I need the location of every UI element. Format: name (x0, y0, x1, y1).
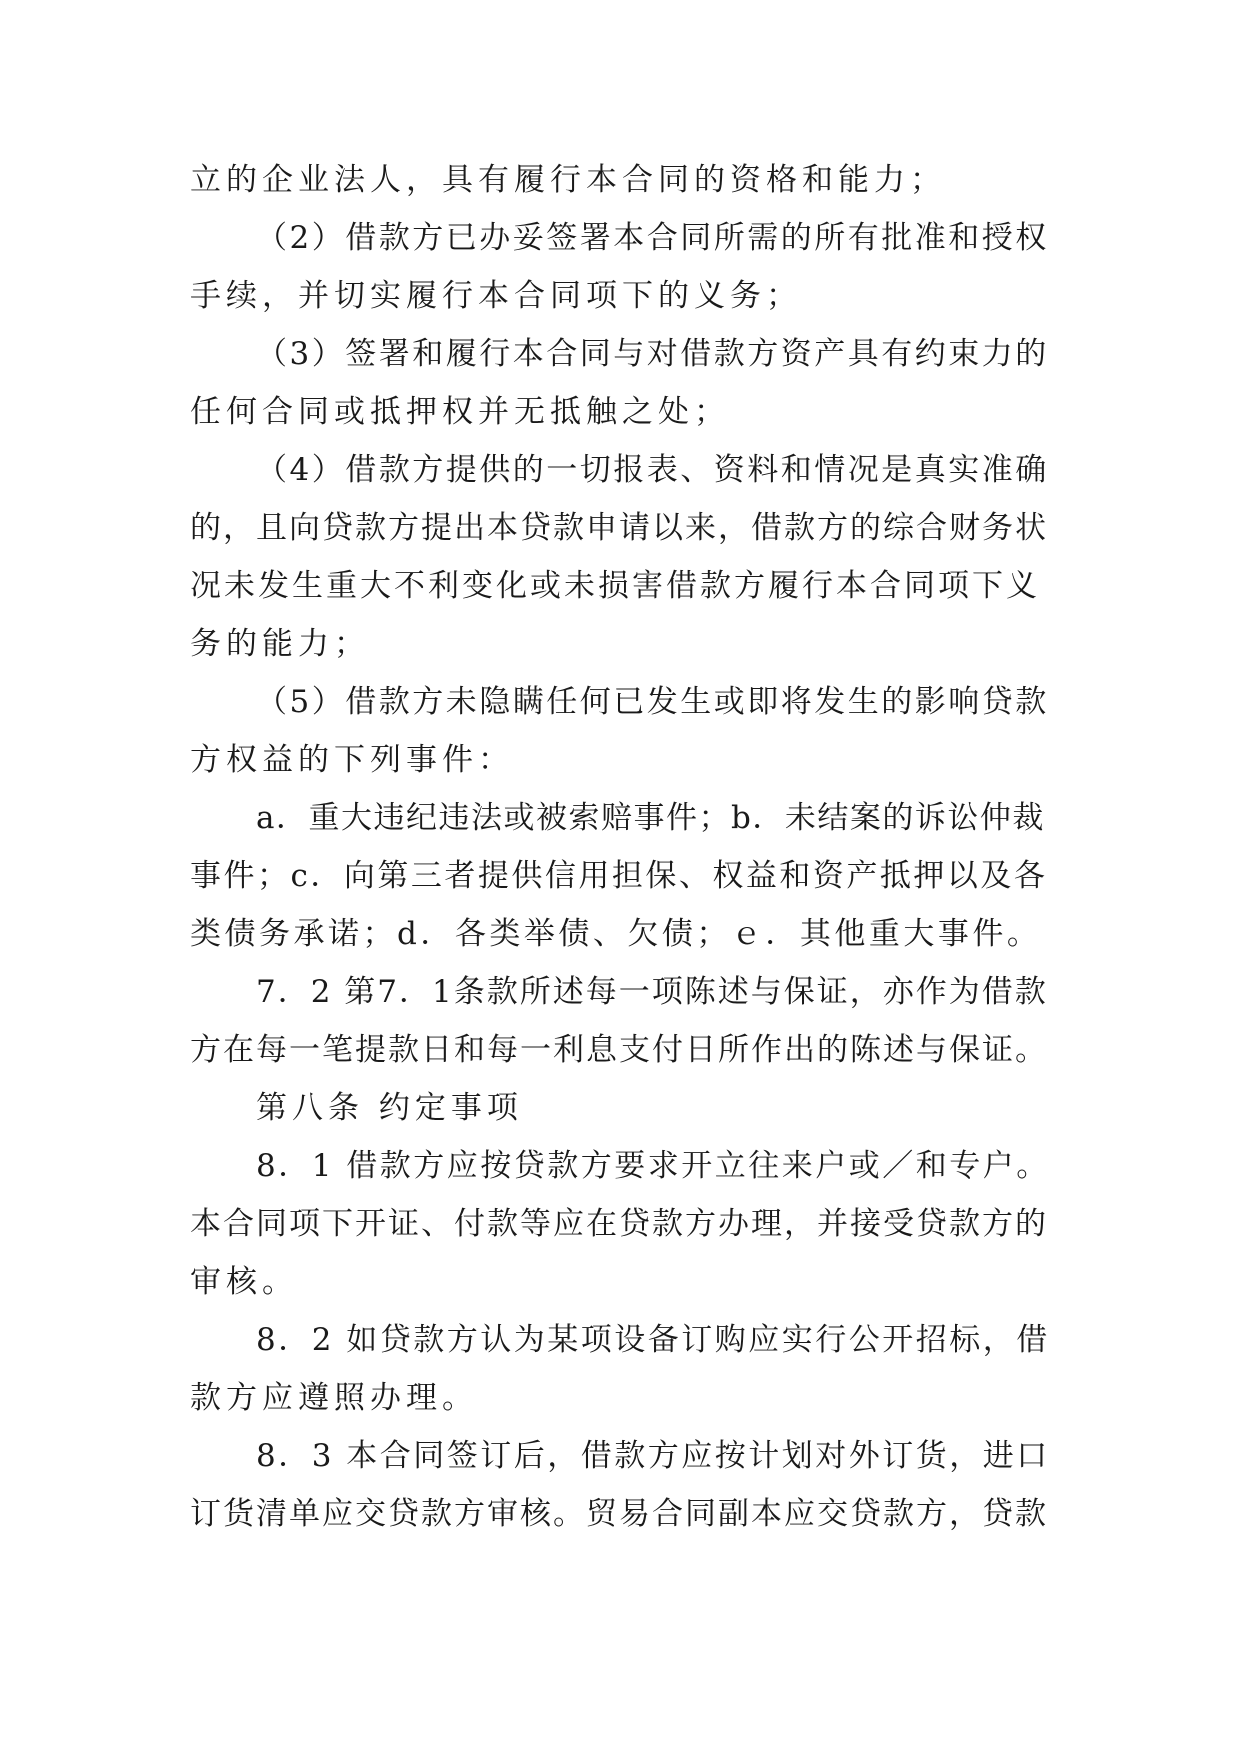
text-line: 本合同项下开证、付款等应在贷款方办理，并接受贷款方的 (190, 1206, 1048, 1242)
text-line: 任何合同或抵押权并无抵触之处； (190, 394, 730, 430)
text-line: 审核。 (190, 1264, 298, 1300)
text-line: 8．2 如贷款方认为某项设备订购应实行公开招标，借 (256, 1322, 1050, 1358)
text-line: （3）签署和履行本合同与对借款方资产具有约束力的 (256, 336, 1049, 372)
text-line: 况未发生重大不利变化或未损害借款方履行本合同项下义 (190, 568, 1040, 604)
text-line: 款方应遵照办理。 (190, 1380, 478, 1416)
text-line: 的，且向贷款方提出本贷款申请以来，借款方的综合财务状 (190, 510, 1048, 546)
text-line: 立的企业法人，具有履行本合同的资格和能力； (190, 162, 946, 198)
section-heading: 第八条 约定事项 (256, 1090, 523, 1126)
text-line: 类债务承诺；d．各类举债、欠债；ｅ．其他重大事件。 (190, 916, 1042, 952)
text-line: 方权益的下列事件： (190, 742, 514, 778)
text-line: 方在每一笔提款日和每一利息支付日所作出的陈述与保证。 (190, 1032, 1048, 1068)
text-line: （4）借款方提供的一切报表、资料和情况是真实准确 (256, 452, 1049, 488)
text-line: 务的能力； (190, 626, 370, 662)
text-line: （5）借款方未隐瞒任何已发生或即将发生的影响贷款 (256, 684, 1049, 720)
text-line: 事件；c．向第三者提供信用担保、权益和资产抵押以及各 (190, 858, 1048, 894)
text-line: 8．1 借款方应按贷款方要求开立往来户或／和专户。 (256, 1148, 1050, 1184)
text-line: a．重大违纪违法或被索赔事件；b．未结案的诉讼仲裁 (256, 800, 1045, 836)
text-line: 7．2 第7．1条款所述每一项陈述与保证，亦作为借款 (256, 974, 1048, 1010)
text-line: 手续，并切实履行本合同项下的义务； (190, 278, 802, 314)
text-line: 8．3 本合同签订后，借款方应按计划对外订货，进口 (256, 1438, 1050, 1474)
text-line: 订货清单应交贷款方审核。贸易合同副本应交贷款方，贷款 (190, 1496, 1048, 1532)
text-line: （2）借款方已办妥签署本合同所需的所有批准和授权 (256, 220, 1049, 256)
